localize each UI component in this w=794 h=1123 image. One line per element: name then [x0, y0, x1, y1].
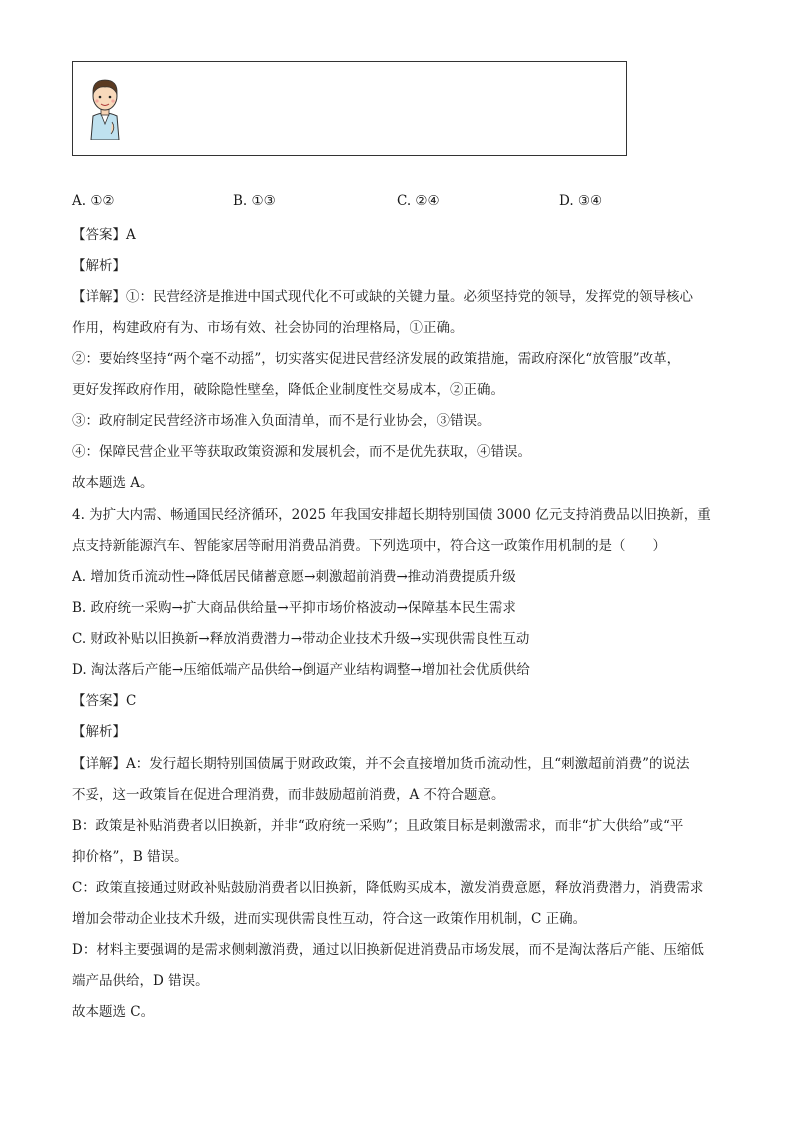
- q3-detail-line: ③：政府制定民营经济市场准入负面清单，而不是行业协会，③错误。: [72, 413, 491, 429]
- option-a[interactable]: A. ①②: [72, 193, 115, 209]
- option-b[interactable]: B. ①③: [233, 193, 276, 209]
- option-c[interactable]: C. ②④: [397, 193, 440, 209]
- q4-option-a[interactable]: A. 增加货币流动性→降低居民储蓄意愿→刺激超前消费→推动消费提质升级: [72, 569, 516, 585]
- q3-answer: 【答案】A: [72, 227, 136, 243]
- q3-conclusion: 故本题选 A。: [72, 475, 154, 491]
- q3-detail-line: ④：保障民营企业平等获取政策资源和发展机会，而不是优先获取，④错误。: [72, 444, 531, 460]
- q4-stem-line: 点支持新能源汽车、智能家居等耐用消费品消费。下列选项中，符合这一政策作用机制的是（ ）: [72, 538, 666, 554]
- q4-detail-line: 增加会带动企业技术升级，进而实现供需良性互动，符合这一政策作用机制，C 正确。: [72, 911, 587, 927]
- q4-detail-line: D：材料主要强调的是需求侧刺激消费，通过以旧换新促进消费品市场发展，而不是淘汰落后产能、压缩低: [72, 942, 704, 958]
- q4-option-b[interactable]: B. 政府统一采购→扩大商品供给量→平抑市场价格波动→保障基本民生需求: [72, 600, 516, 616]
- q3-detail-line: 【详解】①：民营经济是推进中国式现代化不可或缺的关键力量。必须坚持党的领导，发挥党的领导核心: [72, 289, 693, 305]
- q4-option-c[interactable]: C. 财政补贴以旧换新→释放消费潜力→带动企业技术升级→实现供需良性互动: [72, 631, 530, 647]
- q4-detail-line: C：政策直接通过财政补贴鼓励消费者以旧换新，降低购买成本，激发消费意愿，释放消费潜力，消费需求: [72, 880, 704, 896]
- q3-analysis-heading: 【解析】: [72, 258, 126, 274]
- q4-detail-line: 抑价格”，B 错误。: [72, 849, 188, 865]
- q3-detail-line: 更好发挥政府作用，破除隐性壁垒，降低企业制度性交易成本，②正确。: [72, 382, 504, 398]
- teacher-avatar-illustration: [87, 76, 123, 140]
- q4-stem-line: 4. 为扩大内需、畅通国民经济循环，2025 年我国安排超长期特别国债 3000 亿元支持消费品以旧换新，重: [72, 507, 711, 523]
- q4-conclusion: 故本题选 C。: [72, 1004, 155, 1020]
- q4-analysis-heading: 【解析】: [72, 724, 126, 740]
- q3-detail-line: ②：要始终坚持“两个毫不动摇”，切实落实促进民营经济发展的政策措施，需政府深化“放管服”改革，: [72, 351, 681, 367]
- material-box: [72, 61, 627, 156]
- q4-detail-line: 不妥，这一政策旨在促进合理消费，而非鼓励超前消费，A 不符合题意。: [72, 787, 505, 803]
- q4-detail-line: 端产品供给，D 错误。: [72, 973, 209, 989]
- q4-detail-line: B：政策是补贴消费者以旧换新，并非“政府统一采购”；且政策目标是刺激需求，而非“扩大供给”或“平: [72, 818, 684, 834]
- question3-options: [0, 193, 794, 213]
- q4-detail-line: 【详解】A：发行超长期特别国债属于财政政策，并不会直接增加货币流动性，且“刺激超前消费”的说法: [72, 756, 690, 772]
- q4-answer: 【答案】C: [72, 693, 137, 709]
- q4-option-d[interactable]: D. 淘汰落后产能→压缩低端产品供给→倒逼产业结构调整→增加社会优质供给: [72, 662, 530, 678]
- q3-detail-line: 作用，构建政府有为、市场有效、社会协同的治理格局，①正确。: [72, 320, 464, 336]
- option-d[interactable]: D. ③④: [559, 193, 603, 209]
